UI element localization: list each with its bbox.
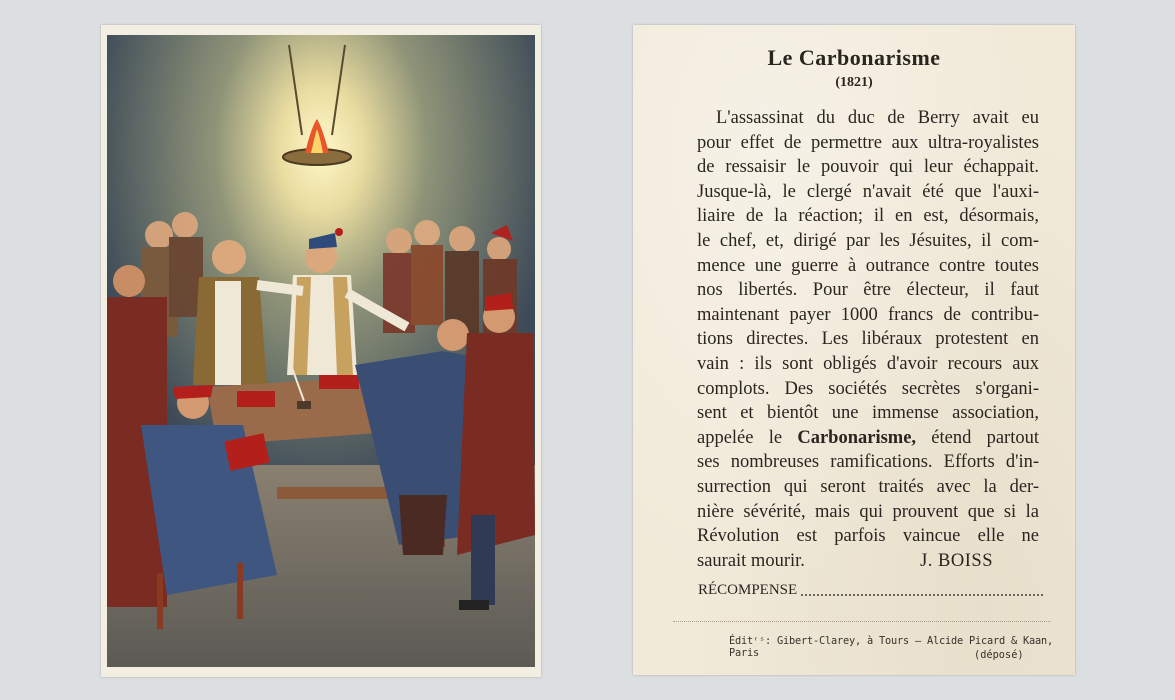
body-line: le chef, et, dirigé par les Jésuites, il com- (697, 230, 1039, 251)
back-card (633, 25, 1075, 675)
book-icon (319, 375, 359, 389)
card-title: Le Carbonarisme (767, 45, 941, 70)
body-line: liaire de la réaction; il en est, désormais, (697, 206, 1039, 227)
publisher-imprint: Éditʳˢ: Gibert-Clarey, à Tours — Alcide Picard & Kaan, Paris (729, 635, 1053, 659)
depose-note: (déposé) (974, 649, 1024, 661)
card-body (697, 106, 1039, 573)
reward-label: RÉCOMPENSE (698, 582, 798, 598)
body-line: Jusque-là, le clergé n'avait été que l'auxi- (697, 181, 1039, 202)
body-line: complots. Des sociétés secrètes s'organi- (697, 378, 1039, 399)
body-last-line (697, 549, 1039, 574)
body-line: nière sévérité, mais qui prouvent que si la (697, 501, 1039, 522)
body-line: tions directes. Les libéraux protestent en (697, 329, 1039, 350)
body-line: nos libertés. Pour être électeur, il faut (697, 280, 1039, 301)
body-line: mence une guerre à outrance contre toutes (697, 255, 1039, 276)
body-line: ses nombreuses ramifications. Efforts d'in- (697, 452, 1039, 473)
author-signature: J. BOISS (920, 550, 993, 571)
body-bold-term: Carbonarisme, (797, 427, 917, 448)
body-line: vain : ils sont obligés d'avoir recours aux (697, 353, 1039, 374)
reward-field (698, 582, 1043, 599)
book-icon (237, 391, 275, 407)
body-line: de ressaisir le pouvoir qui leur échappait. (697, 157, 1039, 178)
body-line: maintenant payer 1000 francs de contribu- (697, 304, 1039, 325)
front-card (101, 25, 541, 677)
body-line: saurait mourir. (697, 550, 805, 571)
body-line: pour effet de permettre aux ultra-royalistes (697, 132, 1039, 153)
illustration (107, 35, 535, 667)
card-year: (1821) (835, 75, 873, 90)
body-line: Révolution est parfois vaincue elle ne (697, 526, 1039, 547)
body-fragment: appelée le (697, 427, 798, 448)
body-line: surrection qui seront traités avec la der- (697, 476, 1039, 497)
divider (673, 621, 1051, 622)
body-line: L'assassinat du duc de Berry avait eu (716, 108, 1039, 128)
body-line: sent et bientôt une immense association, (697, 403, 1039, 424)
body-fragment: étend partout (916, 427, 1039, 448)
reward-dotted-line (801, 594, 1043, 596)
body-line-carbonarisme (697, 426, 1039, 451)
